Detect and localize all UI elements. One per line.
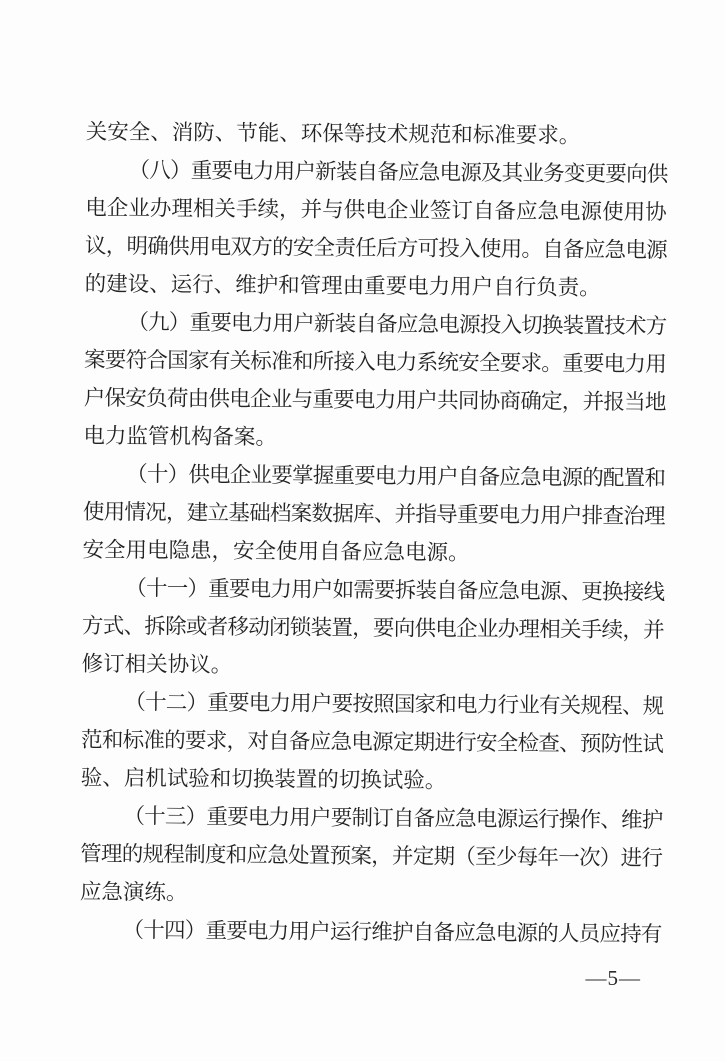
text-line-content: 范和标准的要求，对自备应急电源定期进行安全检查、预防性试 <box>80 727 664 757</box>
text-line-content: 应急演练。 <box>79 879 188 905</box>
text-line <box>85 151 667 194</box>
text-line <box>81 759 663 802</box>
text-line-content: 的建设、运行、维护和管理由重要电力用户自行负责。 <box>84 271 601 300</box>
text-line <box>82 645 664 688</box>
text-line-content: 修订相关协议。 <box>81 651 233 677</box>
text-line-content: 关安全、消防、节能、环保等技术规范和标准要求。 <box>85 119 581 148</box>
text-line <box>84 341 666 384</box>
text-line-content: （九）重要电力用户新装自备应急电源投入切换装置技术方 <box>127 310 667 339</box>
text-line-content: 户保安负荷由供电企业与重要电力用户共同协商确定，并报当地 <box>83 385 666 415</box>
text-line-content: （十四）重要电力用户运行维护自备应急电源的人员应持有 <box>122 918 662 947</box>
text-line-content: （十）供电企业要掌握重要电力用户自备应急电源的配置和 <box>126 462 666 491</box>
text-line-content: 议，明确供用电双方的安全责任后方可投入使用。自备应急电源 <box>84 233 668 263</box>
text-line <box>82 607 664 650</box>
text-line <box>79 911 661 954</box>
text-line <box>83 455 665 498</box>
text-line <box>84 303 666 346</box>
text-line-content: 使用情况，建立基础档案数据库、并指导重要电力用户排查治理 <box>82 499 665 529</box>
text-line <box>81 683 663 726</box>
text-line-content: （十二）重要电力用户要按照国家和电力行业有关规程、规 <box>124 690 664 719</box>
text-line-content: 验、启机试验和切换装置的切换试验。 <box>80 765 447 793</box>
text-line-content: 管理的规程制度和应急处置预案，并定期（至少每年一次）进行 <box>80 841 663 871</box>
text-line-content: 案要符合国家有关标准和所接入电力系统安全要求。重要电力用 <box>83 347 667 377</box>
text-line-content: 电企业办理相关手续，并与供电企业签订自备应急电源使用协 <box>85 195 667 225</box>
text-line <box>82 569 664 612</box>
text-line <box>83 493 665 536</box>
page-number: —5— <box>585 966 641 990</box>
text-line-content: （十一）重要电力用户如需要拆装自备应急电源、更换接线 <box>125 576 665 605</box>
text-line <box>86 113 668 156</box>
text-line <box>85 189 667 232</box>
text-line <box>81 721 663 764</box>
text-line <box>80 873 662 916</box>
text-line-content: （八）重要电力用户新装自备应急电源及其业务变更要向供 <box>128 158 668 187</box>
text-line <box>80 835 662 878</box>
text-line <box>85 227 667 270</box>
text-line <box>84 379 666 422</box>
text-line <box>82 531 664 574</box>
text-line-content: （十三）重要电力用户要制订自备应急电源运行操作、维护 <box>123 804 663 833</box>
text-line <box>83 417 665 460</box>
text-line-content: 安全用电隐患，安全使用自备应急电源。 <box>82 537 470 565</box>
text-line <box>85 265 667 308</box>
text-line <box>80 797 662 840</box>
text-line-content: 电力监管机构备案。 <box>83 423 278 450</box>
text-line-content: 方式、拆除或者移动闭锁装置，要向供电企业办理相关手续，并 <box>81 613 665 643</box>
document-body <box>79 113 668 954</box>
